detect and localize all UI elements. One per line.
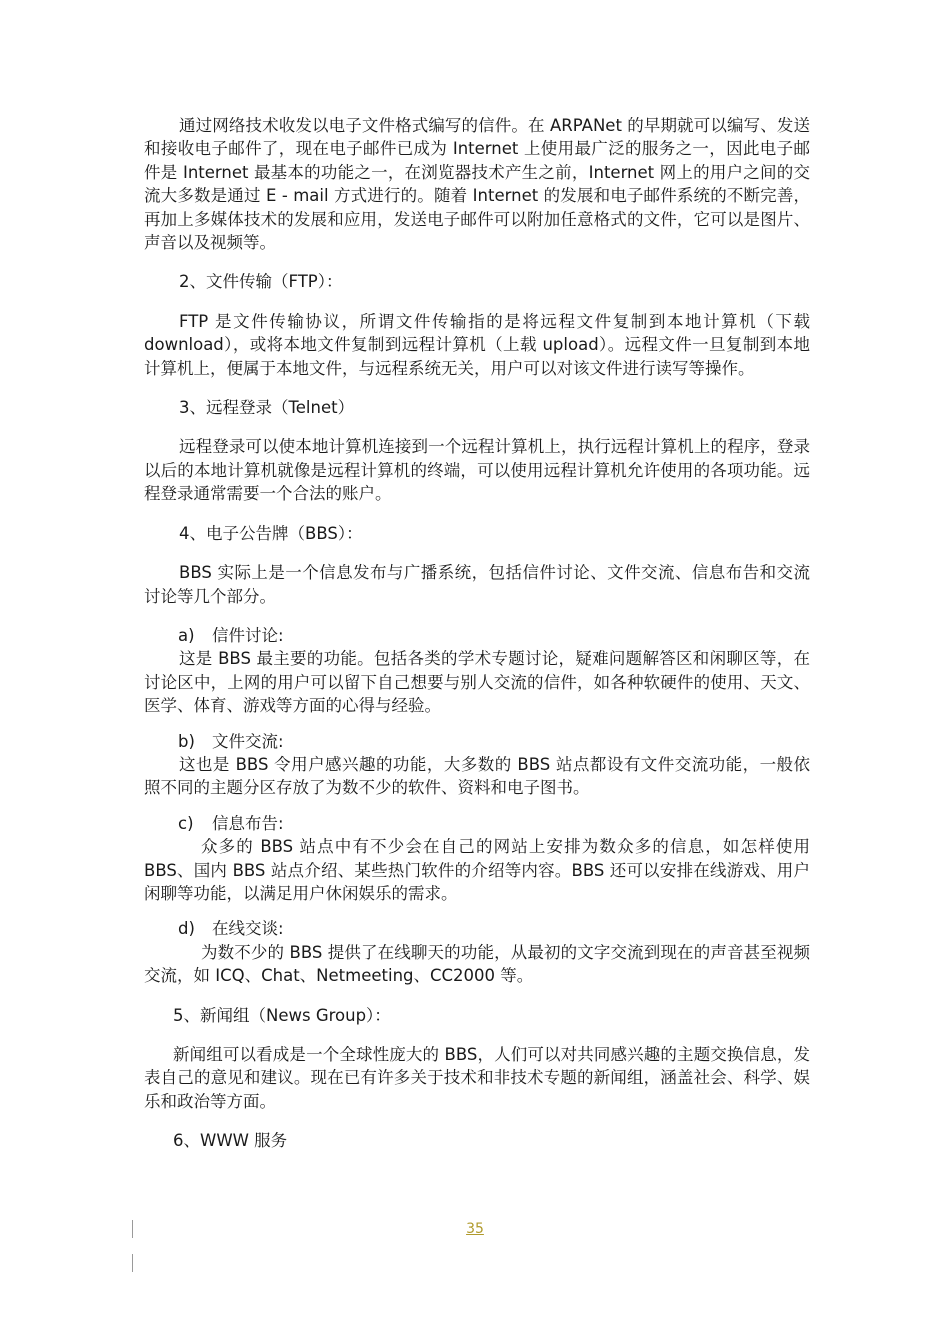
bbs-item-d-body: 为数不少的 BBS 提供了在线聊天的功能，从最初的文字交流到现在的声音甚至视频交流，如 ICQ、Chat、Netmeeting、CC2000 等。 <box>144 942 810 986</box>
page-number: 35 <box>466 1221 484 1237</box>
bbs-item-b-body: 这也是 BBS 令用户感兴趣的功能，大多数的 BBS 站点都设有文件交流功能，一般依照不同的主题分区存放了为数不少的软件、资料和电子图书。 <box>144 754 810 798</box>
www-heading: 6、WWW 服务 <box>173 1131 288 1151</box>
item-marker: a) <box>178 625 195 645</box>
item-marker: d) <box>178 919 195 939</box>
item-title: 文件交流: <box>212 731 284 751</box>
item-title: 在线交谈: <box>212 919 284 939</box>
item-marker: b) <box>178 731 195 751</box>
ftp-paragraph: FTP 是文件传输协议，所谓文件传输指的是将远程文件复制到本地计算机（下载 download），或将本地文件复制到远程计算机（上载 upload）。远程文件一旦复制到本地计算机上，便属于本地文件，与远程系统无关，用户可以对该文件进行读写等操作。 <box>144 311 810 378</box>
bbs-paragraph: BBS 实际上是一个信息发布与广播系统，包括信件讨论、文件交流、信息布告和交流讨论等几个部分。 <box>144 563 810 606</box>
news-paragraph: 新闻组可以看成是一个全球性庞大的 BBS，人们可以对共同感兴趣的主题交换信息，发表自己的意见和建议。现在已有许多关于技术和非技术专题的新闻组，涵盖社会、科学、娱乐和政治等方面。 <box>144 1045 810 1111</box>
bbs-item-c-title <box>144 812 810 835</box>
ftp-heading: 2、文件传输（FTP）： <box>179 272 343 292</box>
news-heading: 5、新闻组（News Group）： <box>173 1005 391 1025</box>
telnet-paragraph: 远程登录可以使本地计算机连接到一个远程计算机上，执行远程计算机上的程序，登录以后的本地计算机就像是远程计算机的终端，可以使用远程计算机允许使用的各项功能。远程登录通常需要一个合法的账户。 <box>144 437 810 504</box>
item-title: 信息布告: <box>212 813 284 833</box>
bbs-item-b-title <box>144 730 810 753</box>
item-marker: c) <box>178 813 194 833</box>
bbs-item-d-title <box>144 917 810 940</box>
document-body <box>144 114 810 1153</box>
page-footer <box>0 1218 950 1278</box>
bbs-heading: 4、电子公告牌（BBS）： <box>179 523 363 543</box>
bbs-item-a-body: 这是 BBS 最主要的功能。包括各类的学术专题讨论，疑难问题解答区和闲聊区等，在讨论区中，上网的用户可以留下自己想要与别人交流的信件，如各种软硬件的使用、天文、医学、体育、游戏等方面的心得与经验。 <box>144 649 810 716</box>
footer-rule-bottom <box>132 1254 133 1272</box>
bbs-item-c-body: 众多的 BBS 站点中有不少会在自己的网站上安排为数众多的信息，如怎样使用 BBS、国内 BBS 站点介绍、某些热门软件的介绍等内容。BBS 还可以安排在线游戏、用户闲聊等功能，以满足用户休闲娱乐的需求。 <box>144 837 810 903</box>
item-title: 信件讨论: <box>212 625 284 645</box>
telnet-heading: 3、远程登录（Telnet） <box>179 398 355 418</box>
email-paragraph: 通过网络技术收发以电子文件格式编写的信件。在 ARPANet 的早期就可以编写、发送和接收电子邮件了，现在电子邮件已成为 Internet 上使用最广泛的服务之一，因此电子邮件是 Internet 最基本的功能之一，在浏览器技术产生之前，Internet 网上的用户之间的交流大多数是通过 E - mail 方式进行的。随着 Internet 的发展和电子邮件系统的不断完善，再加上多媒体技术的发展和应用，发送电子邮件可以附加任意格式的文件，它可以是图片、声音以及视频等。 <box>144 116 810 253</box>
bbs-item-a-title <box>144 624 810 647</box>
